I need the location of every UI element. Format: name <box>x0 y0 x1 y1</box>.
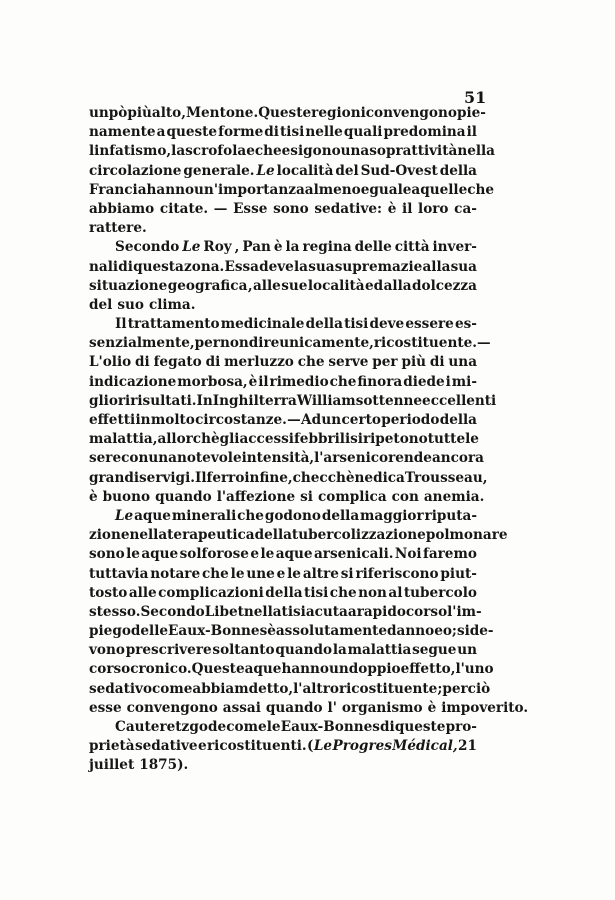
text-line: abbiamo citate. — Esse sono sedative: è il loro ca- <box>89 200 477 217</box>
text-line: zione nella terapeutica della tubercolizzazione polmonare <box>89 527 508 544</box>
text-line: Cauteretz gode come le Eaux-Bonnes di queste pro- <box>115 719 477 735</box>
text-line: tuttavia notare che le une e le altre si riferiscono piut- <box>89 565 477 582</box>
text-line: nali di questa zona. Essa deve la sua supremazie alla sua <box>89 258 477 275</box>
text-line: circolazione generale. Le località del Sud-Ovest della <box>89 162 477 179</box>
text-line: senzialmente, per non dire unicamente, ricostituente. — <box>89 335 491 352</box>
text-line: sere con una notevole intensità, l'arsenico rende ancora <box>89 450 484 467</box>
text-line: indicazione morbosa, è il rimedio che finora diede i mi- <box>89 373 477 390</box>
text-line: grandi servigi. Il ferro in fine, checchè ne dica Trousseau, <box>89 469 488 486</box>
text-line: gliori risultati. In Inghilterra Williams ottenne eccellenti <box>89 392 497 409</box>
page-number: 51 <box>464 88 487 107</box>
text-line: corso cronico. Queste aque hanno un doppio effetto, l'uno <box>89 661 494 678</box>
text-line: Le aque minerali che godono della maggior riputa- <box>115 507 477 524</box>
text-line: tosto alle complicazioni della tisi che non al tubercolo <box>89 584 477 601</box>
text-line: esse convengono assai quando l' organismo è impoverito. <box>89 699 529 716</box>
text-line: stesso. Secondo Libet nella tisi acuta a rapido corso l'im- <box>89 603 482 620</box>
text-line: vono prescrivere soltanto quando la malattia segue un <box>89 642 477 659</box>
text-line: piego delle Eaux-Bonnes è assolutamente dannoeo; si de- <box>89 623 494 640</box>
text-line: sono le aque solforose e le aque arsenicali. Noi faremo <box>89 546 477 563</box>
text-line: un pò più alto, Mentone. Queste regioni convengono pie- <box>89 105 486 121</box>
body-text <box>89 104 529 776</box>
text-line: effetti in molto circostanze. — Ad un certo periodo della <box>89 412 477 428</box>
text-line: è buono quando l'affezione si complica con anemia. <box>89 488 485 505</box>
text-line: juillet 1875). <box>89 757 189 774</box>
text-line: del suo clima. <box>89 296 196 313</box>
text-line: situazione geografica , alle sue località ed alla dolcezza <box>89 277 477 294</box>
text-line: Francia hanno un'importanza almeno eguale a quelle che <box>89 181 495 198</box>
text-line: namente a queste forme di tisi nelle quali predomina il <box>89 124 477 141</box>
text-line: Secondo Le Roy , Pan è la regina delle città inver- <box>115 239 477 256</box>
text-line: malattia, allorchè gli accessi febbrili si ripetono tutte le <box>89 431 479 448</box>
text-line: Il trattamento medicinale della tisi deve essere es- <box>115 316 477 333</box>
text-line: prietà sedative e ricostituenti. ( Le Progres Médical, 21 <box>89 738 477 755</box>
text-line: L'olio di fegato di merluzzo che serve per più di una <box>89 354 477 371</box>
text-line: sedativo come abbiam detto, l' altro ricostituente; perciò <box>89 680 491 697</box>
text-line: linfatismo, la scrofola e che esigono una soprattività nella <box>89 143 495 160</box>
text-line: rattere. <box>89 220 147 237</box>
